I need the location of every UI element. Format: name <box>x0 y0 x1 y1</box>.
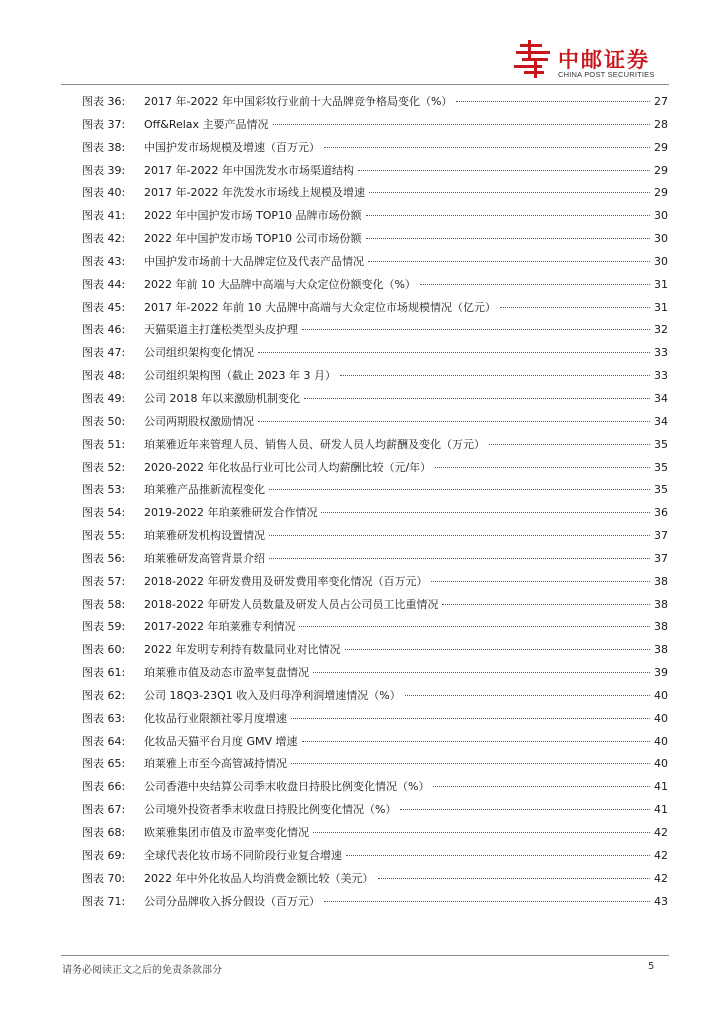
toc-dot-leader <box>400 809 650 810</box>
toc-entry[interactable] <box>82 753 668 776</box>
toc-entry-page: 33 <box>654 369 668 383</box>
toc-entry[interactable] <box>82 388 668 411</box>
toc-entry-page: 29 <box>654 140 668 154</box>
toc-entry-label: 图表 37: <box>82 117 126 131</box>
toc-entry-page: 36 <box>654 506 668 520</box>
toc-entry[interactable] <box>82 845 668 868</box>
toc-entry-page: 41 <box>654 803 668 817</box>
logo-mark-icon <box>514 40 554 78</box>
toc-dot-leader <box>269 489 650 490</box>
toc-entry-title: Off&Relax 主要产品情况 <box>144 117 269 131</box>
toc-dot-leader <box>369 192 650 193</box>
toc-entry[interactable] <box>82 411 668 434</box>
toc-dot-leader <box>442 604 650 605</box>
toc-entry-page: 35 <box>654 483 668 497</box>
toc-entry-title: 公司 18Q3-23Q1 收入及归母净利润增速情况（%） <box>144 688 401 702</box>
toc-entry-label: 图表 58: <box>82 597 126 611</box>
toc-entry-label: 图表 36: <box>82 95 126 108</box>
toc-entry-label: 图表 42: <box>82 232 126 246</box>
toc-entry-page: 28 <box>654 117 668 131</box>
toc-entry-page: 38 <box>654 597 668 611</box>
toc-entry-page: 41 <box>654 780 668 794</box>
toc-entry-title: 公司境外投资者季末收盘日持股比例变化情况（%） <box>144 803 397 817</box>
toc-entry[interactable] <box>82 776 668 799</box>
toc-dot-leader <box>291 763 650 764</box>
toc-entry-page: 43 <box>654 894 668 908</box>
toc-entry-label: 图表 40: <box>82 186 126 200</box>
toc-entry-title: 2020-2022 年化妆品行业可比公司人均薪酬比较（元/年） <box>144 460 432 474</box>
toc-dot-leader <box>273 124 650 125</box>
footer-divider <box>61 955 669 956</box>
toc-entry-page: 30 <box>654 232 668 246</box>
footer-page-number: 5 <box>648 961 655 972</box>
toc-entry[interactable] <box>82 297 668 320</box>
toc-entry-title: 2017 年-2022 年中国彩妆行业前十大品牌竞争格局变化（%） <box>144 95 453 108</box>
toc-entry-title: 2022 年中国护发市场 TOP10 公司市场份额 <box>144 232 362 246</box>
toc-entry-label: 图表 62: <box>82 688 126 702</box>
toc-entry-page: 34 <box>654 414 668 428</box>
toc-entry-page: 39 <box>654 666 668 680</box>
toc-entry-title: 中国护发市场前十大品牌定位及代表产品情况 <box>144 254 364 268</box>
toc-entry-title: 2017 年-2022 年洗发水市场线上规模及增速 <box>144 186 365 200</box>
toc-entry-title: 中国护发市场规模及增速（百万元） <box>144 140 320 154</box>
toc-entry-title: 公司香港中央结算公司季末收盘日持股比例变化情况（%） <box>144 780 430 794</box>
toc-entry[interactable] <box>82 251 668 274</box>
toc-entry[interactable] <box>82 319 668 342</box>
toc-dot-leader <box>431 581 650 582</box>
toc-entry-title: 公司组织架构变化情况 <box>144 346 254 360</box>
toc-entry-title: 2017 年-2022 年前 10 大品牌中高端与大众定位市场规模情况（亿元） <box>144 300 496 314</box>
toc-entry[interactable] <box>82 160 668 183</box>
toc-entry-label: 图表 45: <box>82 300 126 314</box>
toc-entry-title: 天猫渠道主打蓬松类型头皮护理 <box>144 323 298 337</box>
toc-dot-leader <box>321 512 650 513</box>
toc-entry[interactable] <box>82 685 668 708</box>
toc-dot-leader <box>368 261 650 262</box>
toc-entry-title: 珀莱雅近年来管理人员、销售人员、研发人员人均薪酬及变化（万元） <box>144 437 485 451</box>
toc-entry-label: 图表 60: <box>82 643 126 657</box>
toc-entry-label: 图表 38: <box>82 140 126 154</box>
toc-dot-leader <box>456 101 650 102</box>
toc-entry-label: 图表 43: <box>82 254 126 268</box>
toc-entry-title: 珀莱雅上市至今高管减持情况 <box>144 757 287 771</box>
toc-entry-label: 图表 54: <box>82 506 126 520</box>
toc-entry[interactable] <box>82 731 668 754</box>
toc-dot-leader <box>313 832 650 833</box>
toc-entry[interactable] <box>82 639 668 662</box>
toc-entry-page: 42 <box>654 871 668 885</box>
toc-entry-title: 珀莱雅市值及动态市盈率复盘情况 <box>144 666 309 680</box>
toc-entry-title: 珀莱雅研发机构设置情况 <box>144 529 265 543</box>
toc-entry-title: 珀莱雅研发高管背景介绍 <box>144 551 265 565</box>
toc-dot-leader <box>269 535 650 536</box>
toc-entry[interactable] <box>82 502 668 525</box>
toc-entry-label: 图表 67: <box>82 803 126 817</box>
toc-entry-page: 27 <box>654 95 668 108</box>
toc-entry-page: 38 <box>654 643 668 657</box>
toc-entry[interactable] <box>82 137 668 160</box>
toc-entry[interactable] <box>82 868 668 891</box>
toc-entry-label: 图表 47: <box>82 346 126 360</box>
toc-dot-leader <box>340 375 650 376</box>
toc-entry-title: 2019-2022 年珀莱雅研发合作情况 <box>144 506 318 520</box>
toc-entry-label: 图表 50: <box>82 414 126 428</box>
toc-entry[interactable] <box>82 205 668 228</box>
toc-entry[interactable] <box>82 525 668 548</box>
toc-entry[interactable] <box>82 616 668 639</box>
toc-entry-page: 42 <box>654 848 668 862</box>
toc-entry-label: 图表 64: <box>82 734 126 748</box>
toc-entry[interactable] <box>82 182 668 205</box>
toc-entry-label: 图表 61: <box>82 666 126 680</box>
toc-entry-label: 图表 63: <box>82 711 126 725</box>
toc-dot-leader <box>489 444 650 445</box>
toc-dot-leader <box>324 901 650 902</box>
toc-entry[interactable] <box>82 434 668 457</box>
toc-entry-page: 30 <box>654 254 668 268</box>
table-of-figures <box>82 91 668 913</box>
toc-entry-label: 图表 56: <box>82 551 126 565</box>
toc-entry-page: 29 <box>654 163 668 177</box>
toc-dot-leader <box>435 467 650 468</box>
toc-entry-page: 32 <box>654 323 668 337</box>
toc-dot-leader <box>358 170 650 171</box>
toc-entry-label: 图表 70: <box>82 871 126 885</box>
toc-entry[interactable] <box>82 228 668 251</box>
toc-dot-leader <box>500 307 650 308</box>
toc-entry-page: 40 <box>654 734 668 748</box>
toc-dot-leader <box>346 855 650 856</box>
brand-name-en: CHINA POST SECURITIES <box>558 70 655 79</box>
toc-dot-leader <box>258 352 650 353</box>
toc-entry-title: 2022 年中国护发市场 TOP10 品牌市场份额 <box>144 209 362 223</box>
toc-dot-leader <box>291 718 650 719</box>
toc-entry-label: 图表 71: <box>82 894 126 908</box>
toc-entry-page: 31 <box>654 277 668 291</box>
toc-entry-title: 2017 年-2022 年中国洗发水市场渠道结构 <box>144 163 354 177</box>
toc-entry[interactable] <box>82 799 668 822</box>
toc-entry-title: 2022 年发明专利持有数量同业对比情况 <box>144 643 341 657</box>
toc-dot-leader <box>324 147 650 148</box>
toc-dot-leader <box>405 695 650 696</box>
toc-entry-title: 2022 年中外化妆品人均消费金额比较（美元） <box>144 871 374 885</box>
toc-entry-label: 图表 41: <box>82 209 126 223</box>
toc-entry[interactable] <box>82 662 668 685</box>
toc-entry-page: 34 <box>654 391 668 405</box>
toc-dot-leader <box>299 626 650 627</box>
toc-dot-leader <box>420 284 650 285</box>
toc-entry-label: 图表 53: <box>82 483 126 497</box>
toc-dot-leader <box>378 878 651 879</box>
toc-dot-leader <box>345 649 651 650</box>
toc-entry-title: 欧莱雅集团市值及市盈率变化情况 <box>144 826 309 839</box>
toc-entry[interactable] <box>82 548 668 571</box>
toc-entry-page: 35 <box>654 460 668 474</box>
footer-disclaimer: 请务必阅读正文之后的免责条款部分 <box>62 965 222 976</box>
toc-dot-leader <box>366 215 651 216</box>
china-post-securities-logo <box>514 40 674 82</box>
toc-entry-label: 图表 44: <box>82 277 126 291</box>
toc-entry[interactable] <box>82 91 668 114</box>
toc-entry-title: 2018-2022 年研发人员数量及研发人员占公司员工比重情况 <box>144 597 439 611</box>
toc-dot-leader <box>302 329 650 330</box>
toc-entry-page: 29 <box>654 186 668 200</box>
toc-entry-title: 化妆品天猫平台月度 GMV 增速 <box>144 734 298 748</box>
toc-entry[interactable] <box>82 479 668 502</box>
toc-dot-leader <box>304 398 650 399</box>
toc-dot-leader <box>302 741 650 742</box>
toc-entry-label: 图表 68: <box>82 826 126 839</box>
toc-entry-label: 图表 55: <box>82 529 126 543</box>
toc-entry[interactable] <box>82 342 668 365</box>
toc-entry-label: 图表 66: <box>82 780 126 794</box>
toc-entry-title: 2018-2022 年研发费用及研发费用率变化情况（百万元） <box>144 574 428 588</box>
toc-entry-title: 全球代表化妆市场不同阶段行业复合增速 <box>144 848 342 862</box>
toc-dot-leader <box>258 421 650 422</box>
header-divider <box>61 84 669 85</box>
brand-name-cn: 中邮证券 <box>558 48 650 72</box>
toc-dot-leader <box>313 672 650 673</box>
toc-entry-title: 公司 2018 年以来激励机制变化 <box>144 391 300 405</box>
toc-entry-page: 30 <box>654 209 668 223</box>
toc-entry-page: 31 <box>654 300 668 314</box>
toc-dot-leader <box>366 238 651 239</box>
toc-entry[interactable] <box>82 365 668 388</box>
toc-entry-page: 40 <box>654 711 668 725</box>
toc-entry-label: 图表 59: <box>82 620 126 634</box>
toc-entry-label: 图表 48: <box>82 369 126 383</box>
toc-entry-title: 2022 年前 10 大品牌中高端与大众定位份额变化（%） <box>144 277 416 291</box>
toc-entry-page: 37 <box>654 529 668 543</box>
toc-entry-title: 珀莱雅产品推新流程变化 <box>144 483 265 497</box>
toc-entry-label: 图表 69: <box>82 848 126 862</box>
toc-entry-label: 图表 57: <box>82 574 126 588</box>
toc-dot-leader <box>269 558 650 559</box>
toc-entry-label: 图表 52: <box>82 460 126 474</box>
toc-entry[interactable] <box>82 457 668 480</box>
toc-entry[interactable] <box>82 274 668 297</box>
toc-entry[interactable] <box>82 114 668 137</box>
toc-entry-title: 化妆品行业限额社零月度增速 <box>144 711 287 725</box>
toc-entry-title: 公司组织架构图（截止 2023 年 3 月） <box>144 369 336 383</box>
toc-entry-page: 38 <box>654 620 668 634</box>
toc-entry-title: 公司两期股权激励情况 <box>144 414 254 428</box>
toc-entry-title: 公司分品牌收入拆分假设（百万元） <box>144 894 320 908</box>
toc-entry-page: 35 <box>654 437 668 451</box>
toc-entry-label: 图表 39: <box>82 163 126 177</box>
toc-entry[interactable] <box>82 822 668 845</box>
page-header <box>0 0 724 80</box>
toc-entry[interactable] <box>82 571 668 594</box>
toc-entry-page: 42 <box>654 826 668 839</box>
toc-entry-label: 图表 51: <box>82 437 126 451</box>
toc-dot-leader <box>433 786 650 787</box>
toc-entry-page: 40 <box>654 688 668 702</box>
toc-entry-page: 33 <box>654 346 668 360</box>
toc-entry-page: 37 <box>654 551 668 565</box>
toc-entry[interactable] <box>82 708 668 731</box>
toc-entry[interactable] <box>82 891 668 914</box>
toc-entry-label: 图表 49: <box>82 391 126 405</box>
toc-entry-label: 图表 46: <box>82 323 126 337</box>
toc-entry-page: 40 <box>654 757 668 771</box>
toc-entry[interactable] <box>82 594 668 617</box>
toc-entry-page: 38 <box>654 574 668 588</box>
toc-entry-label: 图表 65: <box>82 757 126 771</box>
toc-entry-title: 2017-2022 年珀莱雅专利情况 <box>144 620 296 634</box>
